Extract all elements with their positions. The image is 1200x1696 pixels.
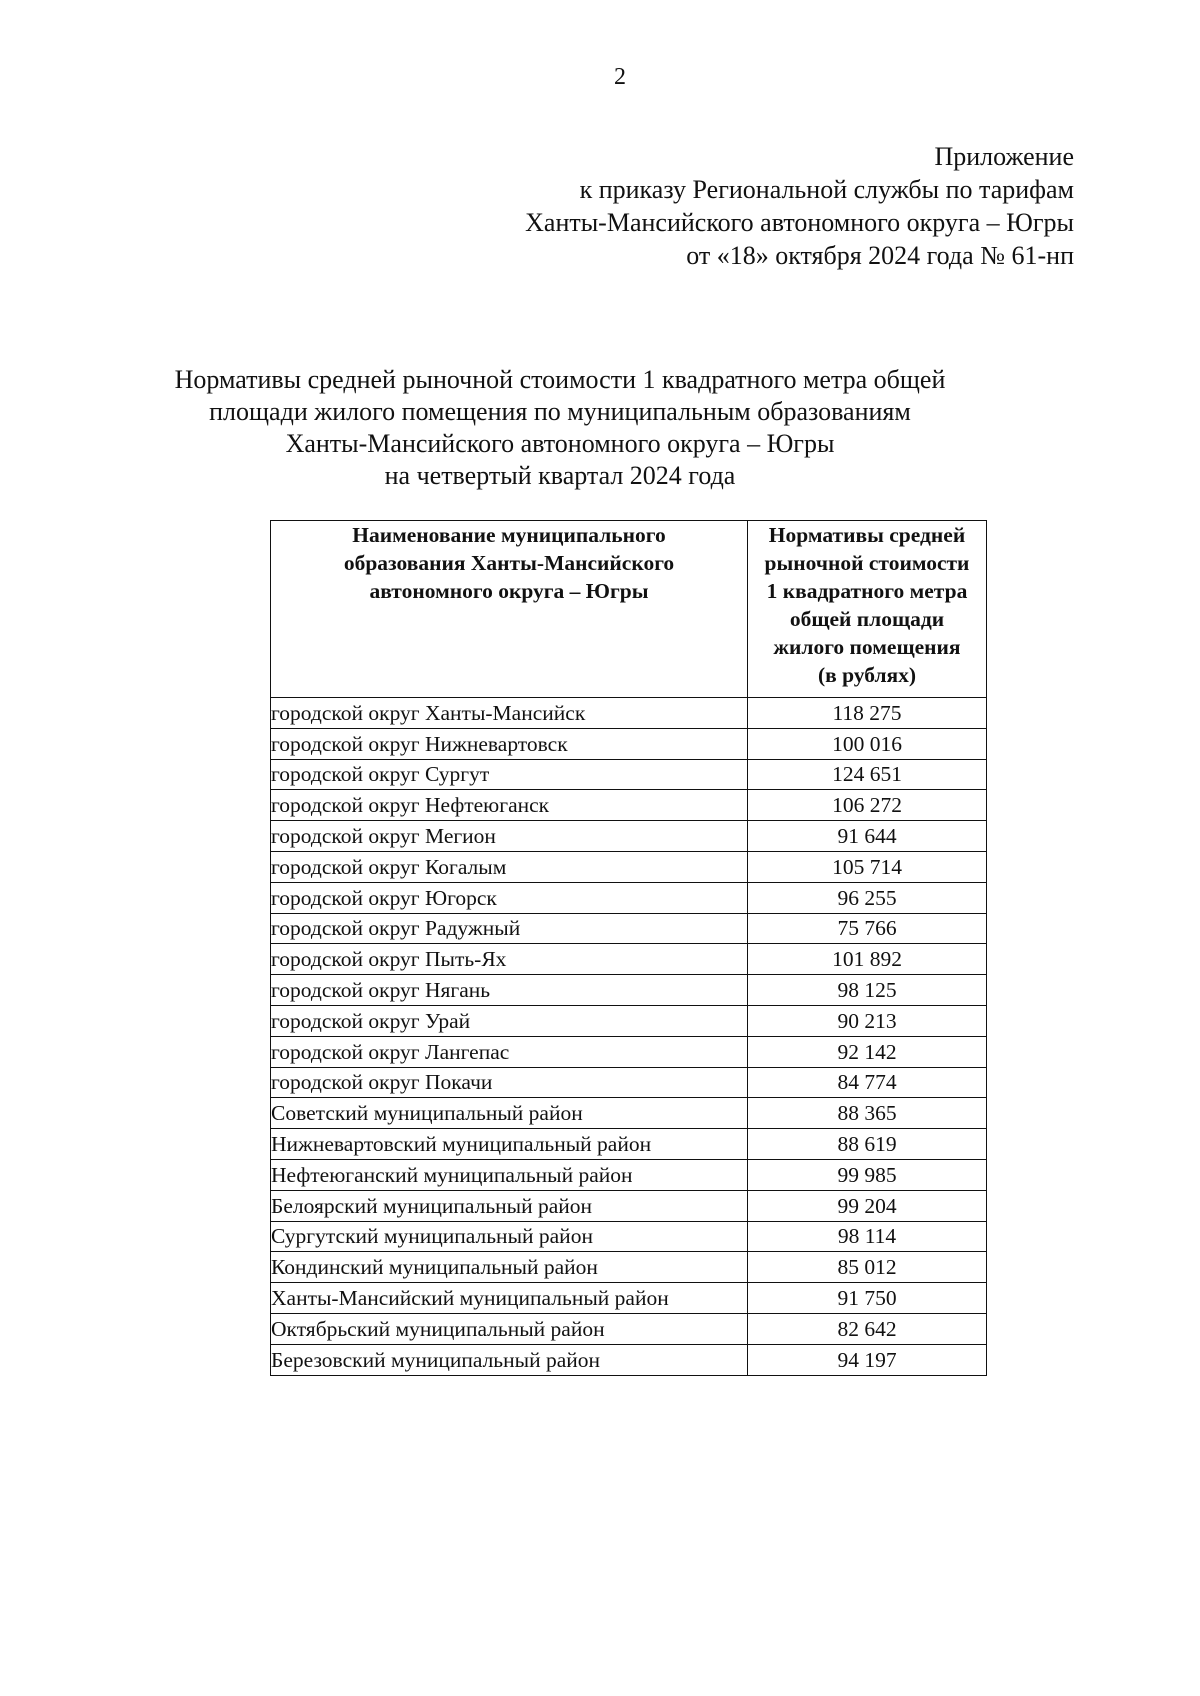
norm-value: 92 142 <box>748 1036 987 1067</box>
norm-value: 75 766 <box>748 913 987 944</box>
norm-value: 90 213 <box>748 1005 987 1036</box>
norm-value: 105 714 <box>748 851 987 882</box>
header-line: общей площади <box>789 607 945 631</box>
norm-value: 84 774 <box>748 1067 987 1098</box>
table-row <box>271 821 987 852</box>
norm-value: 100 016 <box>748 728 987 759</box>
table-row <box>271 1283 987 1314</box>
appendix-line: Приложение <box>934 142 1074 171</box>
table-row <box>271 882 987 913</box>
municipality-name: Октябрьский муниципальный район <box>271 1313 748 1344</box>
header-line: 1 квадратного метра <box>766 579 968 603</box>
table-row <box>271 728 987 759</box>
table-row <box>271 1129 987 1160</box>
table-row <box>271 1098 987 1129</box>
table-row <box>271 1036 987 1067</box>
municipality-name: городской округ Ханты-Мансийск <box>271 698 748 729</box>
municipality-name: городской округ Югорск <box>271 882 748 913</box>
header-line: Наименование муниципального <box>352 523 666 547</box>
norm-value: 88 619 <box>748 1129 987 1160</box>
table-row <box>271 1190 987 1221</box>
header-line: образования Ханты-Мансийского <box>343 551 675 575</box>
table-row <box>271 975 987 1006</box>
norm-value: 94 197 <box>748 1344 987 1375</box>
municipality-name: городской округ Мегион <box>271 821 748 852</box>
norm-value: 96 255 <box>748 882 987 913</box>
title-line: Ханты-Мансийского автономного округа – Югры <box>285 429 835 458</box>
title-line: Нормативы средней рыночной стоимости 1 квадратного метра общей <box>174 365 946 394</box>
header-line: Нормативы средней <box>768 523 966 547</box>
norm-value: 124 651 <box>748 759 987 790</box>
title-line: на четвертый квартал 2024 года <box>384 461 736 490</box>
norm-value: 91 750 <box>748 1283 987 1314</box>
appendix-line: к приказу Региональной службы по тарифам <box>579 175 1074 204</box>
page-number: 2 <box>614 64 626 90</box>
municipality-name: городской округ Лангепас <box>271 1036 748 1067</box>
municipality-name: Белоярский муниципальный район <box>271 1190 748 1221</box>
appendix-line: Ханты-Мансийского автономного округа – Югры <box>525 208 1074 237</box>
norm-value: 82 642 <box>748 1313 987 1344</box>
document-title <box>150 364 970 492</box>
norm-value: 98 114 <box>748 1221 987 1252</box>
table-row <box>271 759 987 790</box>
table-row <box>271 1344 987 1375</box>
norm-value: 101 892 <box>748 944 987 975</box>
table-row <box>271 1252 987 1283</box>
header-norm-value <box>748 521 987 698</box>
municipality-name: городской округ Нягань <box>271 975 748 1006</box>
table-row <box>271 1313 987 1344</box>
header-line: автономного округа – Югры <box>369 579 649 603</box>
municipality-name: Ханты-Мансийский муниципальный район <box>271 1283 748 1314</box>
header-line: жилого помещения <box>773 635 961 659</box>
norm-value: 99 204 <box>748 1190 987 1221</box>
municipality-name: городской округ Нижневартовск <box>271 728 748 759</box>
table-row <box>271 790 987 821</box>
header-line: (в рублях) <box>817 663 917 687</box>
municipality-name: Нефтеюганский муниципальный район <box>271 1159 748 1190</box>
norm-value: 98 125 <box>748 975 987 1006</box>
municipality-name: городской округ Радужный <box>271 913 748 944</box>
municipality-name: Березовский муниципальный район <box>271 1344 748 1375</box>
norm-value: 99 985 <box>748 1159 987 1190</box>
appendix-heading <box>525 140 1074 272</box>
norm-value: 85 012 <box>748 1252 987 1283</box>
municipality-name: городской округ Урай <box>271 1005 748 1036</box>
municipality-name: Сургутский муниципальный район <box>271 1221 748 1252</box>
table-row <box>271 1221 987 1252</box>
municipality-name: городской округ Когалым <box>271 851 748 882</box>
table-row <box>271 851 987 882</box>
appendix-line: от «18» октября 2024 года № 61-нп <box>686 241 1074 270</box>
municipality-name: Кондинский муниципальный район <box>271 1252 748 1283</box>
norm-value: 118 275 <box>748 698 987 729</box>
table-header-row <box>271 521 987 698</box>
table-row <box>271 1067 987 1098</box>
norms-table <box>270 520 987 1376</box>
table-row <box>271 1159 987 1190</box>
municipality-name: городской округ Сургут <box>271 759 748 790</box>
table-row <box>271 698 987 729</box>
norm-value: 88 365 <box>748 1098 987 1129</box>
table-row <box>271 1005 987 1036</box>
header-line: рыночной стоимости <box>764 551 970 575</box>
municipality-name: Советский муниципальный район <box>271 1098 748 1129</box>
table-row <box>271 944 987 975</box>
norm-value: 106 272 <box>748 790 987 821</box>
municipality-name: Нижневартовский муниципальный район <box>271 1129 748 1160</box>
header-municipality <box>271 521 748 698</box>
table-row <box>271 913 987 944</box>
title-line: площади жилого помещения по муниципальным образованиям <box>209 397 911 426</box>
norm-value: 91 644 <box>748 821 987 852</box>
municipality-name: городской округ Нефтеюганск <box>271 790 748 821</box>
municipality-name: городской округ Покачи <box>271 1067 748 1098</box>
municipality-name: городской округ Пыть-Ях <box>271 944 748 975</box>
